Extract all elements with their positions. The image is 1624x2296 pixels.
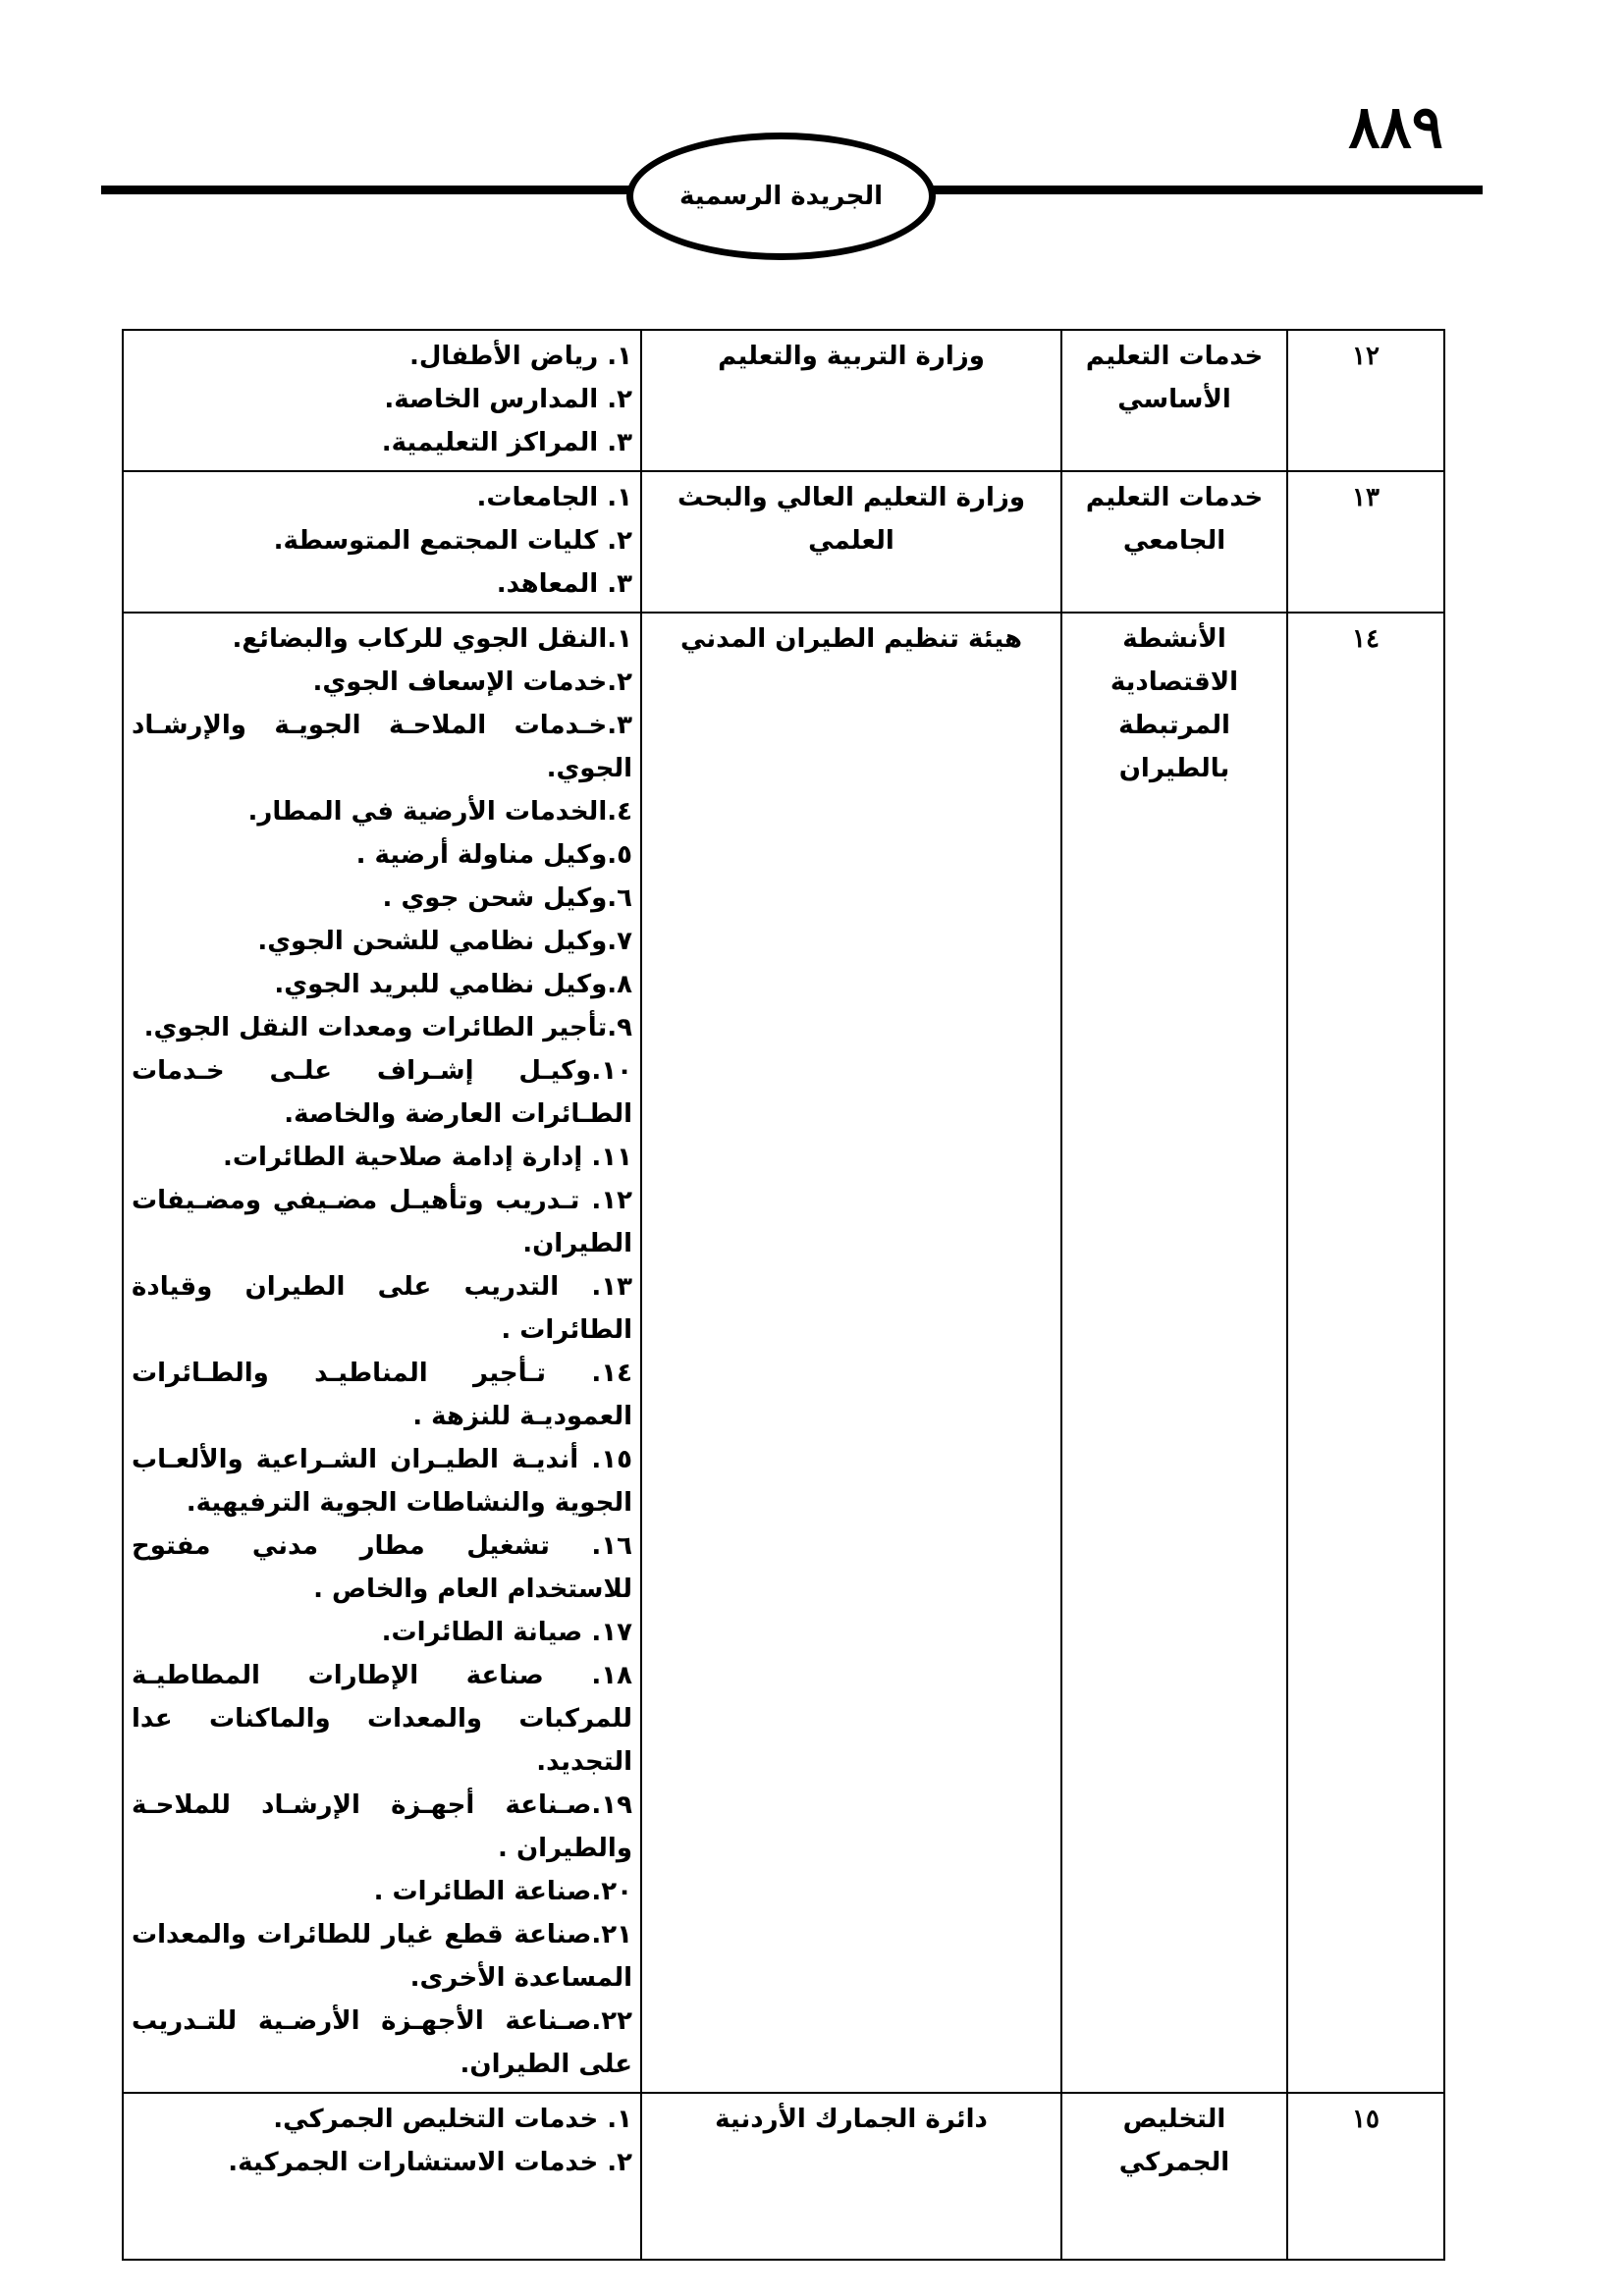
- activity-list: [132, 476, 632, 606]
- activity-item: ١٢. تـدريب وتأهيـل مضـيفي ومضـيفات الطيران.: [132, 1186, 632, 1258]
- table-row: [123, 2093, 1444, 2260]
- activity-item: ٥.وكيل مناولة أرضية .: [355, 840, 632, 870]
- activity-item: ٢. المدارس الخاصة.: [384, 385, 632, 414]
- row-number: ١٥: [1287, 2093, 1444, 2260]
- authority-cell: دائرة الجمارك الأردنية: [641, 2093, 1061, 2260]
- sector-cell: خدمات التعليم الأساسي: [1061, 330, 1287, 471]
- activity-item: ٢٢.صـناعة الأجهـزة الأرضـية للتـدريب على الطيران.: [132, 2006, 632, 2079]
- page-number: ٨٨٩: [1348, 93, 1443, 162]
- activity-item: ٩.تأجير الطائرات ومعدات النقل الجوي.: [143, 1013, 632, 1042]
- activity-item: ١. الجامعات.: [476, 483, 632, 512]
- authority-cell: وزارة التربية والتعليم: [641, 330, 1061, 471]
- sector-cell: الأنشطة الاقتصادية المرتبطة بالطيران: [1061, 613, 1287, 2093]
- activity-item: ١٧. صيانة الطائرات.: [381, 1618, 632, 1647]
- row-number: ١٣: [1287, 471, 1444, 613]
- activity-item: ٧.وكيل نظامي للشحن الجوي.: [257, 927, 632, 956]
- activity-item: ١.النقل الجوي للركاب والبضائع.: [232, 624, 632, 654]
- activity-item: ١. رياض الأطفال.: [409, 342, 632, 371]
- activity-item: ١٦. تشغيل مطار مدني مفتوح للاستخدام العام والخاص .: [132, 1531, 632, 1604]
- sector-cell: خدمات التعليم الجامعي: [1061, 471, 1287, 613]
- row-number: ١٤: [1287, 613, 1444, 2093]
- authority-cell: وزارة التعليم العالي والبحث العلمي: [641, 471, 1061, 613]
- activity-item: ٢١.صناعة قطع غيار للطائرات والمعدات المساعدة الأخرى.: [132, 1920, 632, 1993]
- activity-item: ١٣. التدريب على الطيران وقيادة الطائرات .: [132, 1272, 632, 1345]
- table-row: [123, 613, 1444, 2093]
- gazette-title: الجريدة الرسمية: [679, 182, 883, 211]
- activity-item: ٤.الخدمات الأرضية في المطار.: [247, 797, 632, 827]
- header-rule-left: [101, 186, 631, 194]
- activity-item: ١٥. أنديـة الطيـران الشـراعية والألعـاب الجوية والنشاطات الجوية الترفيهية.: [132, 1445, 632, 1518]
- activity-list: [132, 2098, 632, 2184]
- activity-list: [132, 335, 632, 464]
- row-number: ١٢: [1287, 330, 1444, 471]
- activities-cell: [123, 471, 641, 613]
- activities-cell: [123, 613, 641, 2093]
- activity-item: ١٨. صناعة الإطارات المطاطيـة للمركبات والمعدات والماكنات عدا التجديد.: [132, 1661, 632, 1777]
- activity-item: ٢٠.صناعة الطائرات .: [373, 1877, 632, 1906]
- activity-list: [132, 617, 632, 2086]
- activity-item: ١٩.صـناعة أجهـزة الإرشـاد للملاحـة والطيران .: [132, 1790, 632, 1863]
- activity-item: ١٠.وكيـل إشـراف علـى خـدمات الطـائرات العارضة والخاصة.: [132, 1056, 632, 1129]
- activity-item: ٢.خدمات الإسعاف الجوي.: [312, 667, 632, 697]
- activity-item: ٢. خدمات الاستشارات الجمركية.: [228, 2148, 632, 2177]
- services-table: [122, 329, 1445, 2261]
- activities-cell: [123, 2093, 641, 2260]
- authority-cell: هيئة تنظيم الطيران المدني: [641, 613, 1061, 2093]
- header-rule-right: [933, 186, 1483, 194]
- activity-item: ١. خدمات التخليص الجمركي.: [273, 2105, 632, 2134]
- table-row: [123, 330, 1444, 471]
- activity-item: ١٤. تـأجير المناطيـد والطـائرات العموديـة للنزهة .: [132, 1359, 632, 1431]
- sector-cell: التخليص الجمركي: [1061, 2093, 1287, 2260]
- activity-item: ٣. المراكز التعليمية.: [381, 428, 632, 457]
- activity-item: ١١. إدارة إدامة صلاحية الطائرات.: [223, 1143, 632, 1172]
- activity-item: ٢. كليات المجتمع المتوسطة.: [273, 526, 632, 556]
- activity-item: ٨.وكيل نظامي للبريد الجوي.: [274, 970, 632, 999]
- activity-item: ٣. المعاهد.: [496, 569, 632, 599]
- activities-cell: [123, 330, 641, 471]
- activity-item: ٦.وكيل شحن جوي .: [382, 883, 632, 913]
- table-row: [123, 471, 1444, 613]
- header-oval: [626, 133, 936, 260]
- activity-item: ٣.خـدمات الملاحـة الجويـة والإرشـاد الجوي.: [132, 711, 632, 783]
